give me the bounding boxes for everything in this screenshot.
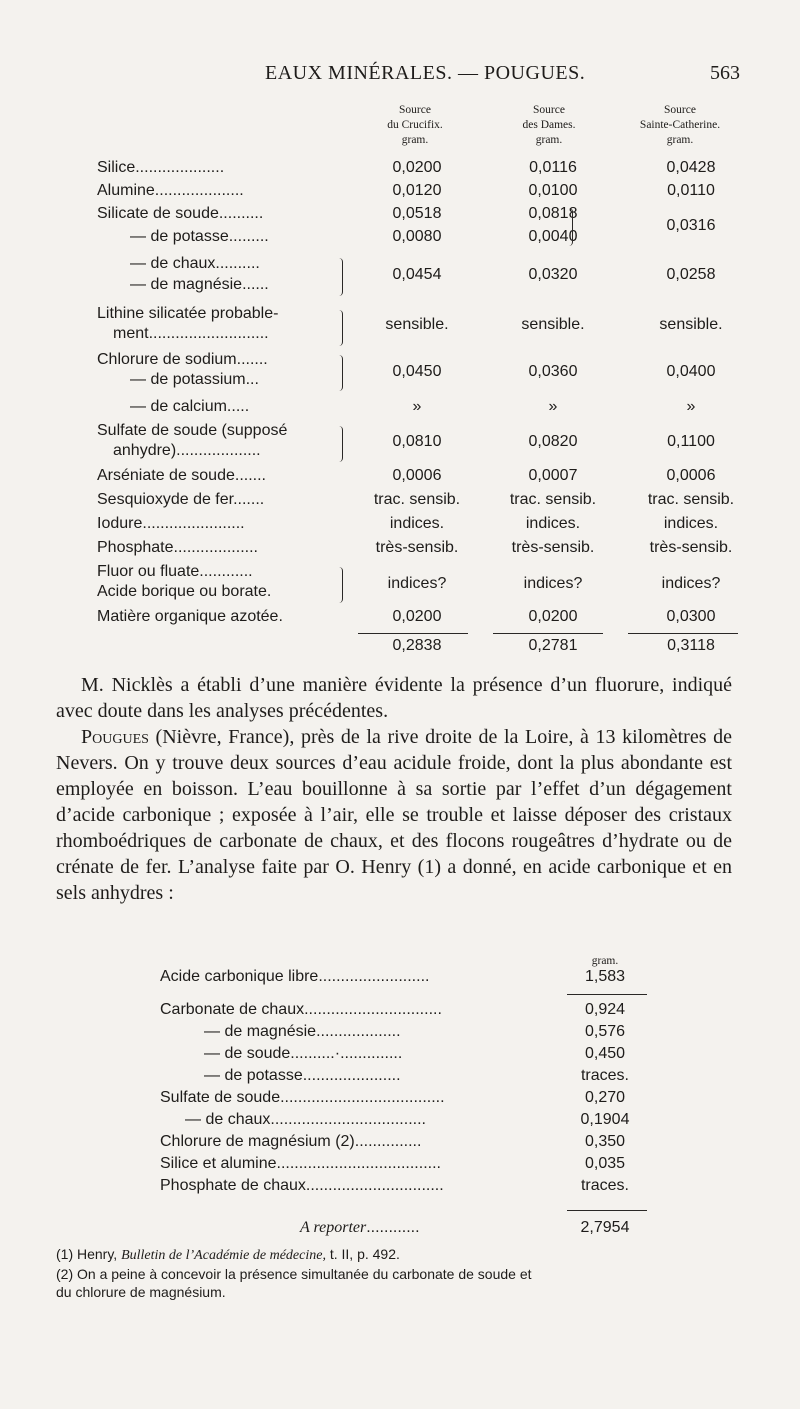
analysis-label: Carbonate de chaux............................... — [160, 1001, 442, 1018]
cell-crucifix: 0,0450 — [392, 363, 442, 380]
row-label: Silicate de soude.......... — [97, 205, 264, 222]
cell-sainte-catherine: 0,0428 — [666, 159, 716, 176]
analysis-value: 0,576 — [584, 1023, 626, 1040]
cell-crucifix: très-sensib. — [375, 539, 459, 556]
total-dames: 0,2781 — [528, 637, 578, 654]
cell-crucifix: trac. sensib. — [373, 491, 461, 508]
analysis-label: — de chaux................................... — [185, 1111, 426, 1128]
row-label: — de calcium..... — [130, 398, 250, 415]
cell-sainte-catherine: indices? — [661, 575, 721, 592]
brace — [338, 426, 343, 462]
analysis-value: 0,035 — [584, 1155, 626, 1172]
cell-crucifix: 0,0810 — [392, 433, 442, 450]
cell-dames: 0,0200 — [528, 608, 578, 625]
total-crucifix: 0,2838 — [392, 637, 442, 654]
cell-dames: trac. sensib. — [509, 491, 597, 508]
cell-crucifix: 0,0200 — [392, 159, 442, 176]
brace — [338, 355, 343, 391]
column-header-sainte-catherine: Source Sainte-Catherine. gram. — [639, 104, 721, 146]
row-label: Arséniate de soude....... — [97, 467, 266, 484]
cell-dames: 0,0320 — [528, 266, 578, 283]
cell-sainte-catherine: 0,0110 — [667, 182, 715, 199]
cell-dames: 0,0007 — [528, 467, 578, 484]
row-label: Sulfate de soude (supposé anhydre)................... — [97, 422, 288, 459]
column-header-crucifix: Source du Crucifix. gram. — [387, 104, 443, 146]
carry-value: 2,7954 — [580, 1219, 630, 1236]
footnote-1: (1) Henry, Bulletin de l’Académie de médecine, t. II, p. 492. — [56, 1246, 400, 1263]
cell-crucifix: 0,0454 — [392, 266, 442, 283]
sum-rule — [567, 994, 647, 995]
total-sainte-catherine: 0,3118 — [667, 637, 715, 654]
cell-dames: 0,0818 — [528, 205, 578, 222]
cell-sainte-catherine: 0,0316 — [666, 217, 716, 234]
analysis-row — [0, 1111, 800, 1133]
cell-crucifix: 0,0080 — [392, 228, 442, 245]
analysis-label: Sulfate de soude..................................... — [160, 1089, 445, 1106]
analysis-row — [0, 1001, 800, 1023]
row-label: Phosphate................... — [97, 539, 258, 556]
paragraph-pougues: Pougues (Nièvre, France), près de la rive droite de la Loire, à 13 kilomètres de Nevers. On y trouve deux sources d’eau acidule froide, dont la plus abondante est employée en boisson. L’eau bouillonne à sa sortie par l’effet d’un dégagement d’acide carbonique ; exposée à l’air, elle se trouble et laisse déposer des cristaux rhomboédriques de carbonate de chaux, et des flocons rougeâtres d’hydrate ou de crénate de fer. L’analyse faite par O. Henry (1) a donné, en acide carbonique et en sels anhydres : — [56, 726, 733, 904]
cell-dames: 0,0116 — [529, 159, 577, 176]
analysis-row — [0, 1023, 800, 1045]
row-label: Matière organique azotée. — [97, 608, 283, 625]
cell-crucifix: indices. — [389, 515, 445, 532]
analysis-row — [0, 968, 800, 990]
row-label: Alumine.................... — [97, 182, 244, 199]
brace — [338, 258, 343, 296]
analysis-row — [0, 1133, 800, 1155]
cell-crucifix: 0,0120 — [392, 182, 442, 199]
cell-sainte-catherine: 0,1100 — [667, 433, 715, 450]
column-headers — [0, 103, 800, 163]
cell-sainte-catherine: très-sensib. — [649, 539, 733, 556]
analysis-row — [0, 1089, 800, 1111]
carry-label: A reporter............ — [300, 1219, 420, 1236]
running-header — [40, 62, 740, 92]
brace — [338, 567, 343, 603]
row-label: — de chaux.......... — [130, 255, 260, 272]
cell-dames: 0,0360 — [528, 363, 578, 380]
analysis-label: Silice et alumine..................................... — [160, 1155, 441, 1172]
analysis-label: Acide carbonique libre......................... — [160, 968, 430, 985]
total-rule — [628, 633, 738, 634]
cell-dames: 0,0100 — [528, 182, 578, 199]
footnotes — [56, 1245, 736, 1301]
cell-sainte-catherine: 0,0258 — [666, 266, 716, 283]
total-rule — [358, 633, 468, 634]
row-label: Iodure....................... — [97, 515, 245, 532]
cell-sainte-catherine: trac. sensib. — [647, 491, 735, 508]
analysis-row — [0, 1155, 800, 1177]
cell-sainte-catherine: indices. — [663, 515, 719, 532]
cell-dames: 0,0820 — [528, 433, 578, 450]
row-label: Chlorure de sodium....... — de potassium... — [97, 351, 268, 388]
brace — [568, 208, 573, 246]
row-label: — de magnésie...... — [130, 276, 269, 293]
analysis-row — [0, 1045, 800, 1067]
running-title: EAUX MINÉRALES. — POUGUES. — [265, 62, 586, 84]
page-number: 563 — [710, 62, 740, 84]
cell-sainte-catherine: 0,0006 — [666, 467, 716, 484]
cell-dames: indices? — [523, 575, 583, 592]
brace — [338, 310, 343, 346]
place-name: Pougues — [81, 726, 149, 748]
cell-crucifix: indices? — [387, 575, 447, 592]
cell-dames: » — [548, 398, 558, 415]
cell-sainte-catherine: 0,0400 — [666, 363, 716, 380]
cell-sainte-catherine: sensible. — [659, 316, 723, 333]
cell-dames: indices. — [525, 515, 581, 532]
cell-sainte-catherine: » — [686, 398, 696, 415]
analysis-value: 0,924 — [584, 1001, 626, 1018]
cell-crucifix: 0,0006 — [392, 467, 442, 484]
total-rule — [493, 633, 603, 634]
analysis-row — [0, 1177, 800, 1199]
analysis-value: 0,450 — [584, 1045, 626, 1062]
analysis-value: traces. — [580, 1177, 629, 1194]
unit-label: gram. — [591, 955, 619, 967]
analysis-value: 0,270 — [584, 1089, 626, 1106]
analysis-value: traces. — [580, 1067, 629, 1084]
cell-sainte-catherine: 0,0300 — [666, 608, 716, 625]
analysis-label: Chlorure de magnésium (2)............... — [160, 1133, 422, 1150]
column-header-dames: Source des Dames. gram. — [522, 104, 576, 146]
analysis-label: — de potasse...................... — [204, 1067, 401, 1084]
row-label: — de potasse......... — [130, 228, 269, 245]
carry-row — [0, 1219, 800, 1241]
analysis-value: 0,350 — [584, 1133, 626, 1150]
cell-crucifix: 0,0518 — [392, 205, 442, 222]
analysis-label: Phosphate de chaux............................... — [160, 1177, 444, 1194]
row-label: Sesquioxyde de fer....... — [97, 491, 265, 508]
footnote-2-cont: du chlorure de magnésium. — [56, 1284, 226, 1300]
cell-crucifix: 0,0200 — [392, 608, 442, 625]
analysis-value: 1,583 — [584, 968, 626, 985]
sum-rule — [567, 1210, 647, 1211]
analysis-label: — de magnésie................... — [204, 1023, 401, 1040]
footnote-2: (2) On a peine à concevoir la présence simultanée du carbonate de soude et — [56, 1266, 532, 1282]
cell-crucifix: sensible. — [385, 316, 449, 333]
row-label: Silice.................... — [97, 159, 225, 176]
row-label: Lithine silicatée probable- ment........................... — [97, 305, 279, 342]
cell-dames: sensible. — [521, 316, 585, 333]
analysis-value: 0,1904 — [580, 1111, 630, 1128]
cell-dames: 0,0040 — [528, 228, 578, 245]
row-label: Fluor ou fluate............ Acide borique ou borate. — [97, 563, 272, 600]
analysis-label: — de soude..........·.............. — [204, 1045, 403, 1062]
body-text — [56, 672, 732, 906]
cell-crucifix: » — [412, 398, 422, 415]
analysis-row — [0, 1067, 800, 1089]
paragraph-nickles: M. Nicklès a établi d’une manière évidente la présence d’un fluorure, indiqué avec doute dans les analyses précédentes. — [56, 674, 732, 722]
cell-dames: très-sensib. — [511, 539, 595, 556]
